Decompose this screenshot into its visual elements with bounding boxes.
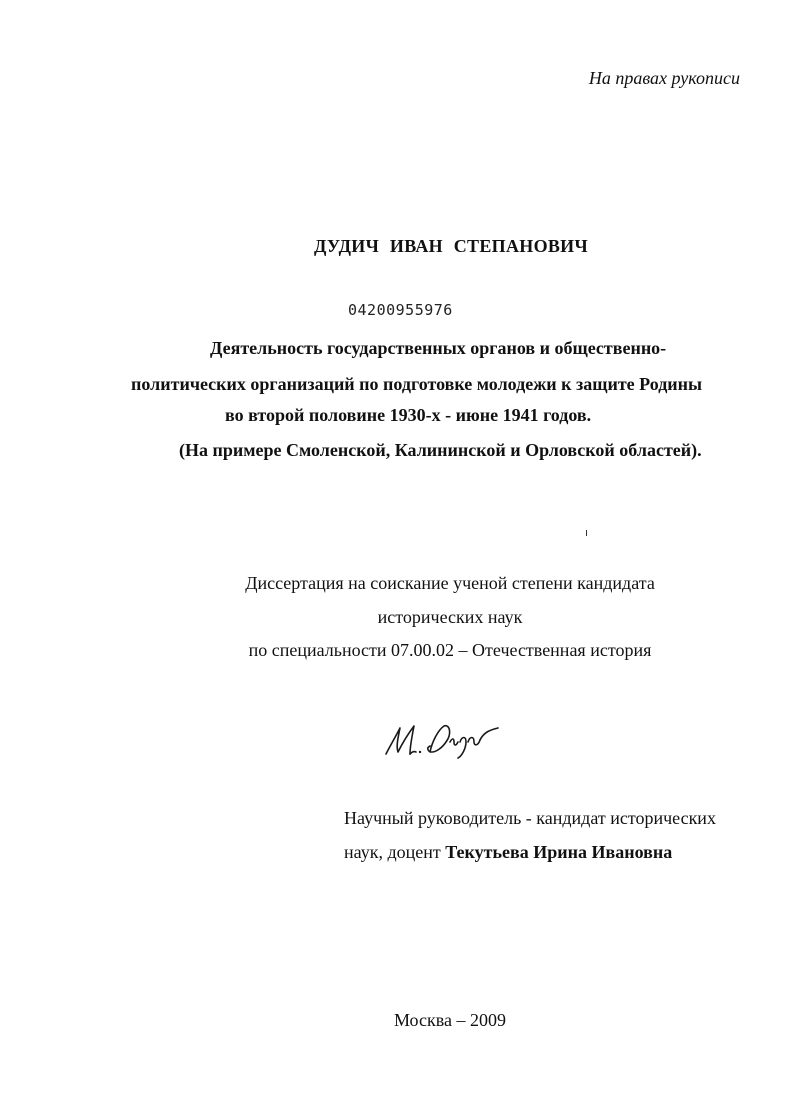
dissertation-line-3: по специальности 07.00.02 – Отечественная история	[248, 640, 652, 660]
dissertation-line-1: Диссертация на соискание ученой степени кандидата	[245, 573, 655, 593]
city-year: Москва – 2009	[394, 1010, 506, 1030]
scan-mark	[586, 530, 587, 536]
advisor-title: наук, доцент	[344, 842, 446, 862]
author-name-text: ДУДИЧ ИВАН СТЕПАНОВИЧ	[314, 236, 588, 256]
handwritten-signature	[380, 712, 510, 762]
dissertation-line-2: исторических наук	[377, 607, 523, 627]
advisor-line-1: Научный руководитель - кандидат исторических	[344, 808, 716, 828]
title-line-3: во второй половине 1930-х - июне 1941 годов.	[225, 405, 592, 425]
title-line-2: политических организаций по подготовке молодежи к защите Родины	[131, 374, 703, 394]
title-line-4: (На примере Смоленской, Калининской и Орловской областей).	[179, 440, 702, 460]
author-name	[0, 236, 796, 257]
rights-note: На правах рукописи	[588, 68, 740, 88]
advisor-line-2	[344, 842, 672, 863]
advisor-name: Текутьева Ирина Ивановна	[445, 842, 673, 862]
title-line-1: Деятельность государственных органов и общественно-	[210, 338, 667, 358]
registration-number: 04200955976	[348, 301, 453, 319]
